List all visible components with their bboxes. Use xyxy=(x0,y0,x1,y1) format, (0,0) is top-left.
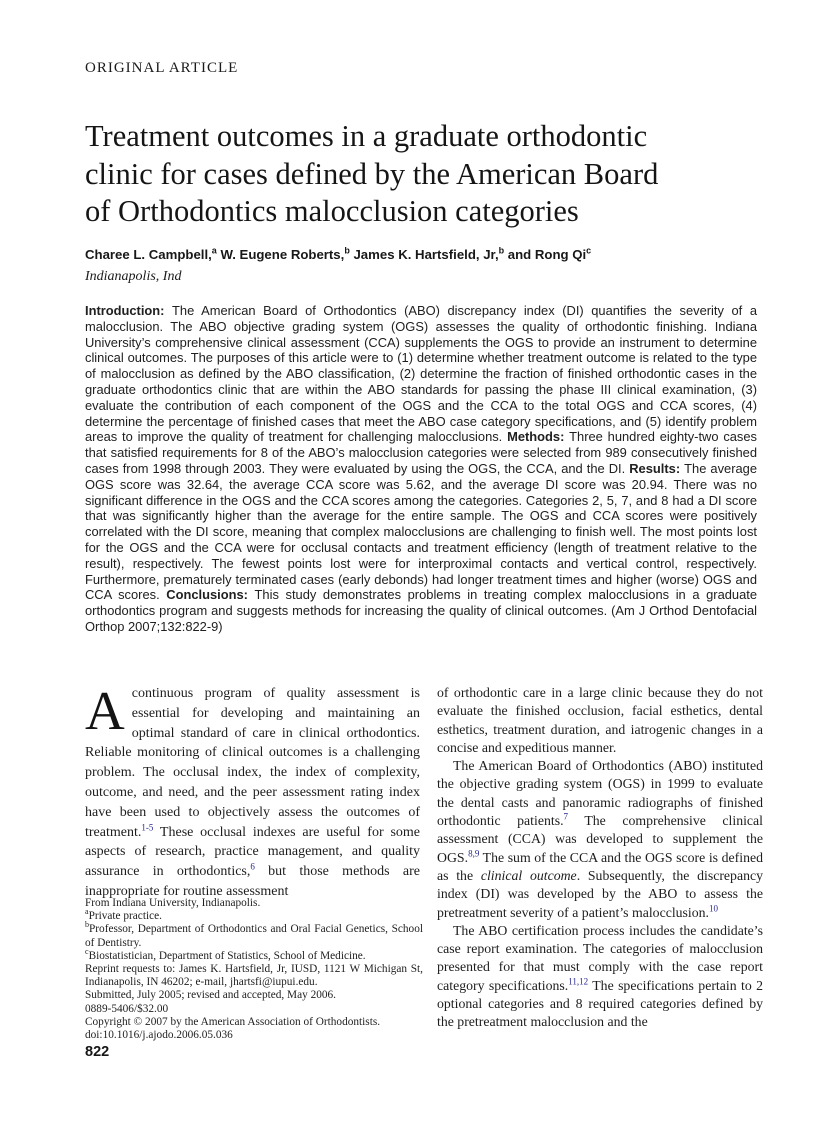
authors-line: Charee L. Campbell,$^a$ W. Eugene Roberts,$^b$ James K. Hartsfield, Jr,$^b$ and Rong Qi$^c$ xyxy=(85,245,592,262)
page-number: 822 xyxy=(85,1044,110,1060)
title-line-2: clinic for cases defined by the American Board xyxy=(85,156,659,191)
body-paragraph: of orthodontic care in a large clinic because they do not evaluate the finished occlusion, facial esthetics, dental esthetics, treatment duration, and iatrogenic changes in a concise and expeditious manner. xyxy=(437,685,763,755)
citation-ref: 10 xyxy=(709,902,719,913)
abstract: Introduction: The American Board of Orthodontics (ABO) discrepancy index (DI) quantifies the severity of a malocclusion. The ABO objective grading system (OGS) assesses the quality of orthodontic finishing. Indiana University’s comprehensive clinical assessment (CCA) supplements the OGS to provide an instrument to determine clinical outcomes. The purposes of this article were to (1) determine whether treatment outcome is related to the type of malocclusion as defined by the ABO classification, (2) determine the fraction of finished orthodontic cases in the graduate orthodontics clinic that are within the ABO standards for passing the phase III clinical examination, (3) evaluate the contribution of each component of the OGS and the CCA to the total OGS and CCA scores, (4) determine the percentage of finished cases that meet the ABO case category specifications, and (5) identify problem areas to improve the quality of treatment for challenging malocclusions. Methods: Three hundred eighty-two cases that satisfied requirements for 8 of the ABO’s malocclusion categories were selected from 989 consecutively finished cases from 1998 through 2003. They were evaluated by using the OGS, the CCA, and the DI. Results: The average OGS score was 32.64, the average CCA score was 5.62, and the average DI score was 20.94. There was no significant difference in the OGS and the CCA scores among the categories. Categories 2, 5, 7, and 8 had a DI score that was significantly higher than the average for the entire sample. The OGS and CCA scores were positively correlated with the DI score, meaning that complex malocclusions are challenging to finish well. The most points lost for the OGS and the CCA were for occlusal contacts and treatment efficiency (length of treatment relative to the result), respectively. The fewest points lost were for interproximal contacts and vertical control, respectively. Furthermore, prematurely terminated cases (early debonds) had longer treatment times and higher (worse) OGS and CCA scores. Conclusions: This study demonstrates problems in treating complex malocclusions in a graduate orthodontics program and suggests methods for increasing the quality of clinical outcomes. (Am J Orthod Dentofacial Orthop 2007;132:822-9) xyxy=(85,303,758,634)
footnote: doi:10.1016/j.ajodo.2006.05.036 xyxy=(85,1029,233,1042)
article-title xyxy=(85,118,785,231)
citation-ref: 6 xyxy=(250,861,255,872)
drop-cap: A xyxy=(85,680,125,741)
affiliation-marker: b xyxy=(498,245,505,256)
footnote: $^b$Professor, Department of Orthodontics and Oral Facial Genetics, School of Dentistry. xyxy=(85,920,423,949)
body-paragraph: The ABO certification process includes the candidate’s case report examination. The categories of malocclusion presented for that must comply with the case report category specifications.$^{11,12}$ The specifications pertain to 2 optional categories and 8 required categories defined by the pretreatment malocclusion and the xyxy=(437,922,763,1030)
footnotes xyxy=(85,897,423,1042)
body-paragraph xyxy=(85,680,420,902)
footnote: Reprint requests to: James K. Hartsfield, Jr, IUSD, 1121 W Michigan St, Indianapolis, IN 46202; e-mail, jhartsfi@iupui.edu. xyxy=(85,963,423,989)
citation-ref: 7 xyxy=(563,811,569,822)
title-line-1: Treatment outcomes in a graduate orthodontic xyxy=(85,119,648,153)
footnote: $^c$Biostatistician, Department of Statistics, School of Medicine. xyxy=(85,947,366,962)
body-column-right xyxy=(437,684,763,1032)
citation-ref: 11,12 xyxy=(568,976,589,987)
paragraph-text: continuous program of quality assessment is essential for developing and maintaining an optimal standard of care in clinical orthodontics. Reliable monitoring of clinical outcomes is a challenging problem. The occlusal index, the index of complexity, outcome, and need, and the peer assessment rating index have been used to objectively assess the outcomes of treatment.$^{1-5}$ These occlusal indexes are useful for some aspects of research, practice management, and quality assurance in orthodontics,$^6$ but those methods are inappropriate for routine assessment xyxy=(85,686,420,899)
footnote: Copyright © 2007 by the American Association of Orthodontists. xyxy=(85,1015,381,1028)
affiliation-marker: a xyxy=(211,245,217,256)
citation-ref: 8,9 xyxy=(468,848,480,859)
title-line-3: of Orthodontics malocclusion categories xyxy=(85,194,579,228)
footnote: $^a$Private practice. xyxy=(85,907,162,923)
affiliation-marker: b xyxy=(344,245,350,256)
affiliation-marker: c xyxy=(586,245,592,256)
citation-ref: 1-5 xyxy=(141,821,154,832)
authors-location: Indianapolis, Ind xyxy=(85,269,182,284)
affiliation-marker: a xyxy=(85,907,89,917)
affiliation-marker: b xyxy=(85,920,89,930)
footnote: From Indiana University, Indianapolis. xyxy=(85,897,261,909)
affiliation-marker: c xyxy=(85,947,89,957)
footnote: 0889-5406/$32.00 xyxy=(85,1002,169,1015)
body-paragraph: The American Board of Orthodontics (ABO) instituted the objective grading system (OGS) in 1999 to evaluate the dental casts and panoramic radiographs of finished orthodontic patients.$^7$ The comprehensive clinical assessment (CCA) was developed to supplement the OGS.$^{8,9}$ The sum of the CCA and the OGS score is defined as the clinical outcome. Subsequently, the discrepancy index (DI) was developed by the ABO to assess the pretreatment severity of a patient’s malocclusion.$^{10}$ xyxy=(437,758,764,920)
footnote: Submitted, July 2005; revised and accepted, May 2006. xyxy=(85,989,336,1002)
article-type-label: ORIGINAL ARTICLE xyxy=(85,60,239,76)
